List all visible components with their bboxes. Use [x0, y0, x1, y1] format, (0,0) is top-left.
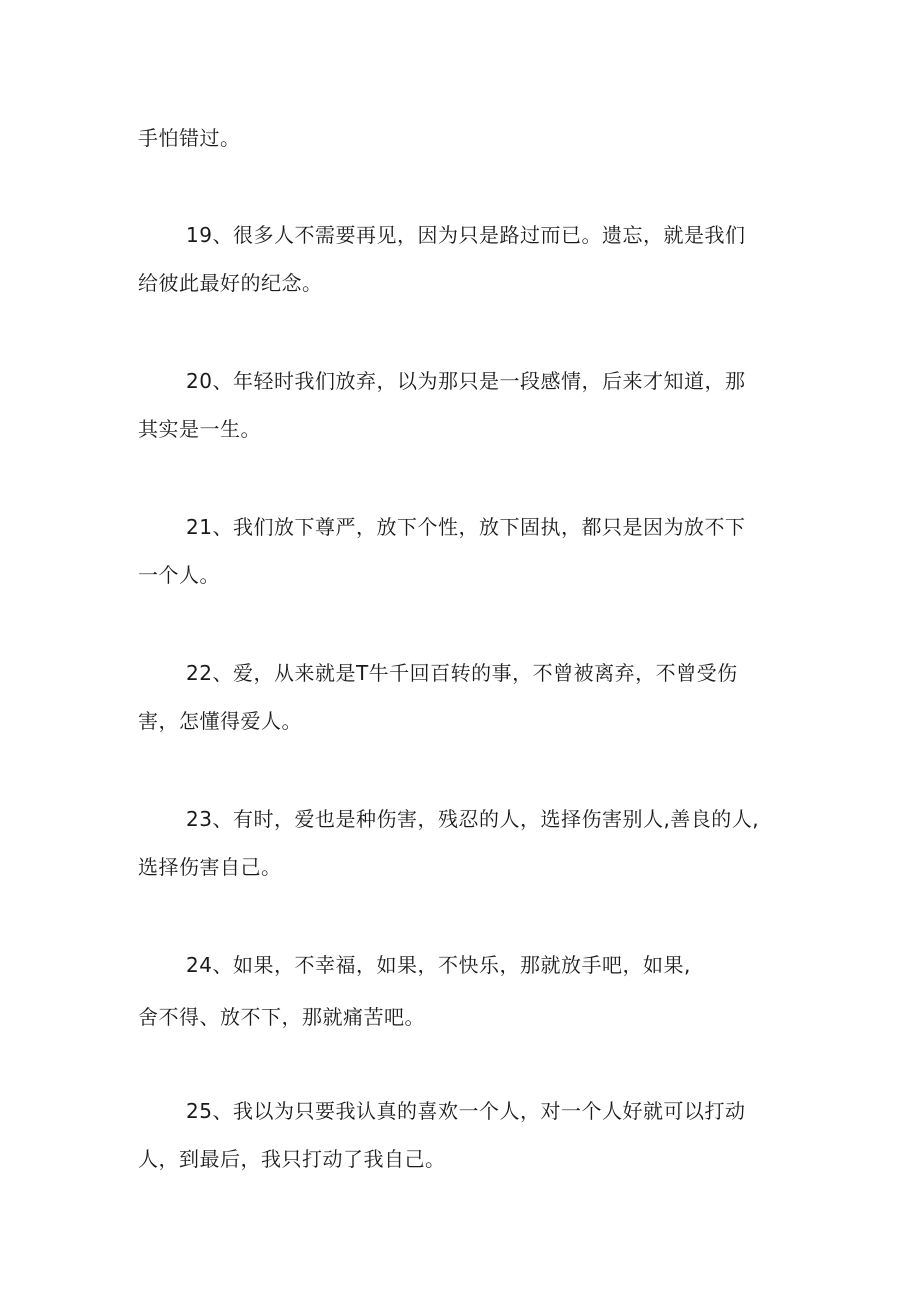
- text-line: 手怕错过。: [138, 126, 241, 150]
- text-line: 21、我们放下尊严，放下个性，放下固执，都只是因为放不下: [186, 515, 746, 539]
- text-line: 22、爱，从来就是T牛千回百转的事，不曾被离弃，不曾受伤: [186, 661, 738, 685]
- text-line: 20、年轻时我们放弃，以为那只是一段感情，后来才知道，那: [186, 369, 746, 393]
- text-line: 害，怎懂得爱人。: [138, 709, 302, 733]
- text-line: 19、很多人不需要再见，因为只是路过而已。遗忘，就是我们: [186, 223, 746, 247]
- text-line: 给彼此最好的纪念。: [138, 271, 323, 295]
- text-line: 其实是一生。: [138, 417, 261, 441]
- text-line: 25、我以为只要我认真的喜欢一个人，对一个人好就可以打动: [186, 1099, 746, 1123]
- text-line: 一个人。: [138, 563, 220, 587]
- text-line: 舍不得、放不下，那就痛苦吧。: [138, 1005, 425, 1029]
- text-line: 24、如果，不幸福，如果，不快乐，那就放手吧，如果,: [186, 953, 691, 977]
- text-line: 选择伤害自己。: [138, 855, 282, 879]
- text-line: 人，到最后，我只打动了我自己。: [138, 1147, 446, 1171]
- text-line: 23、有时，爱也是种伤害，残忍的人，选择伤害别人,善良的人,: [186, 807, 760, 831]
